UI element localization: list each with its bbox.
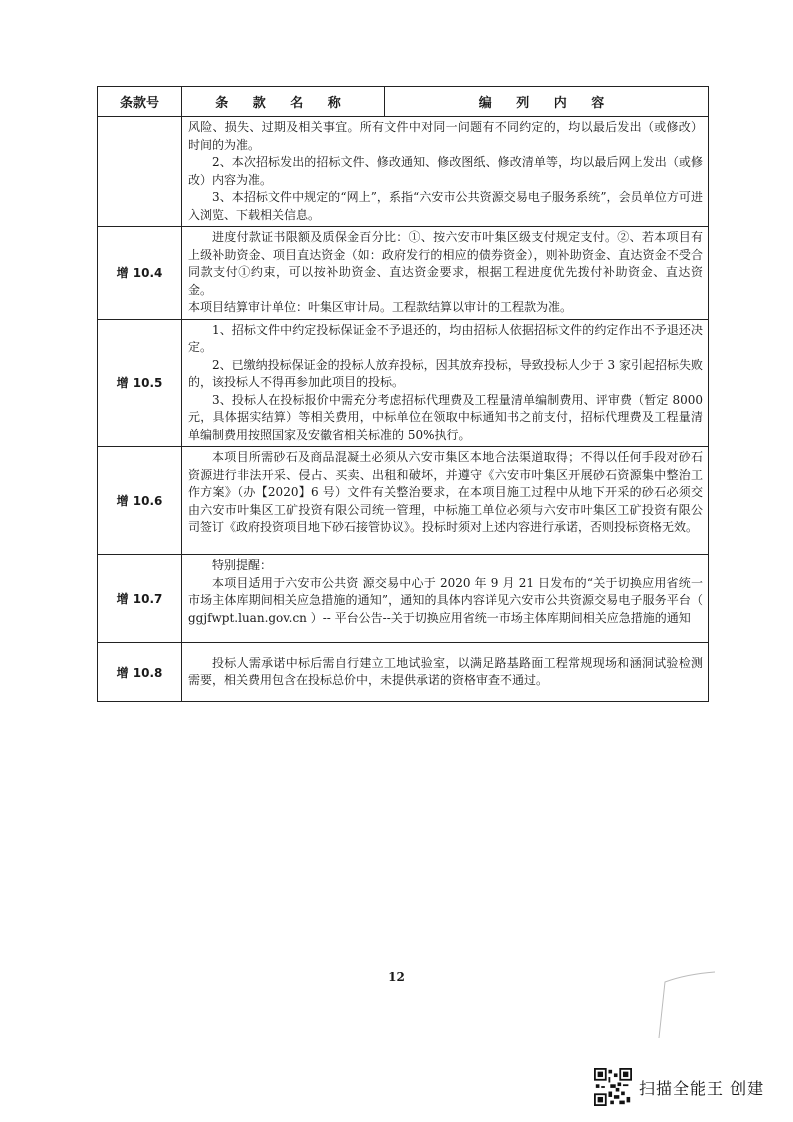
clause-number: 增 10.5 <box>98 319 182 447</box>
clause-number: 增 10.8 <box>98 643 182 702</box>
header-content: 编 列 内 容 <box>385 87 709 117</box>
clause-number: 增 10.7 <box>98 555 182 643</box>
header-clause-number: 条款号 <box>98 87 182 117</box>
content-paragraph: 风险、损失、过期及相关事宜。所有文件中对同一问题有不同约定的，均以最后发出（或修改）时间的为准。 <box>188 120 703 152</box>
content-paragraph: 特别提醒： <box>212 558 273 572</box>
clause-content <box>182 555 709 643</box>
clause-content <box>182 319 709 447</box>
table-row <box>98 447 709 555</box>
clause-content <box>182 643 709 702</box>
content-paragraph: 2、本次招标发出的招标文件、修改通知、修改图纸、修改清单等，均以最后网上发出（或修改）内容为准。 <box>188 155 703 187</box>
clause-number: 增 10.4 <box>98 227 182 320</box>
table-row <box>98 227 709 320</box>
clause-table <box>97 86 709 702</box>
clause-number: 增 10.6 <box>98 447 182 555</box>
content-paragraph: 投标人需承诺中标后需自行建立工地试验室，以满足路基路面工程常规现场和涵洞试验检测需要，相关费用包含在投标总价中，未提供承诺的资格审查不通过。 <box>188 655 703 687</box>
content-paragraph: 进度付款证书限额及质保金百分比：①、按六安市叶集区级支付规定支付。②、若本项目有上级补助资金、项目直达资金（如：政府发行的相应的债券资金），则补助资金、直达资金不受合同款支付①约束，可以按补助资金、直达资金要求，根据工程进度优先拨付补助资金、直达资金。 <box>188 230 703 297</box>
clause-content <box>182 447 709 555</box>
table-row <box>98 117 709 227</box>
content-paragraph: 本项目所需砂石及商品混凝土必须从六安市集区本地合法渠道取得；不得以任何手段对砂石资源进行非法开采、侵占、买卖、出租和破坏，并遵守《六安市叶集区开展砂石资源集中整治工作方案》（办【2020】6 号）文件有关整治要求，在本项目施工过程中从地下开采的砂石必须交由六安市叶集区工矿投资有限公司统一管理，中标施工单位必须与六安市叶集区工矿投资有限公司签订《政府投资项目地下砂石接管协议》。投标时须对上述内容进行承诺，否则投标资格无效。 <box>188 450 703 534</box>
content-paragraph: 2、已缴纳投标保证金的投标人放弃投标，因其放弃投标，导致投标人少于 3 家引起招标失败的，该投标人不得再参加此项目的投标。 <box>188 357 703 389</box>
clause-content <box>182 117 709 227</box>
table-row <box>98 555 709 643</box>
header-clause-name: 条 款 名 称 <box>182 87 385 117</box>
content-paragraph: 本项目适用于六安市公共资 源交易中心于 2020 年 9 月 21 日发布的“关于切换应用省统一市场主体库期间相关应急措施的通知”，通知的具体内容详见六安市公共资源交易电子服务平台（ ggjfwpt.luan.gov.cn ）-- 平台公告--关于切换应用省统一市场主体库期间相关应急措施的通知 <box>188 575 703 625</box>
page-number: 12 <box>388 970 405 984</box>
table-row <box>98 643 709 702</box>
scanner-watermark <box>594 1065 779 1109</box>
content-paragraph: 3、本招标文件中规定的“网上”，系指“六安市公共资源交易电子服务系统”，会员单位方可进入浏览、下载相关信息。 <box>188 190 703 222</box>
clause-number <box>98 117 182 227</box>
qr-code-icon <box>594 1068 632 1106</box>
content-paragraph: 本项目结算审计单位：叶集区审计局。工程款结算以审计的工程款为准。 <box>188 300 573 314</box>
content-paragraph: 1、招标文件中约定投标保证金不予退还的，均由招标人依据招标文件的约定作出不予退还决定。 <box>188 322 703 354</box>
clause-content <box>182 227 709 320</box>
watermark-text: 扫描全能王 创建 <box>639 1078 765 1098</box>
page-fold-mark <box>657 970 717 1040</box>
table-row <box>98 319 709 447</box>
content-paragraph: 3、投标人在投标报价中需充分考虑招标代理费及工程量清单编制费用、评审费（暂定 8000 元，具体据实结算）等相关费用，中标单位在领取中标通知书之前支付，招标代理费及工程量清单编制费用按照国家及安徽省相关标准的 50%执行。 <box>188 392 703 442</box>
table-header-row <box>98 87 709 117</box>
